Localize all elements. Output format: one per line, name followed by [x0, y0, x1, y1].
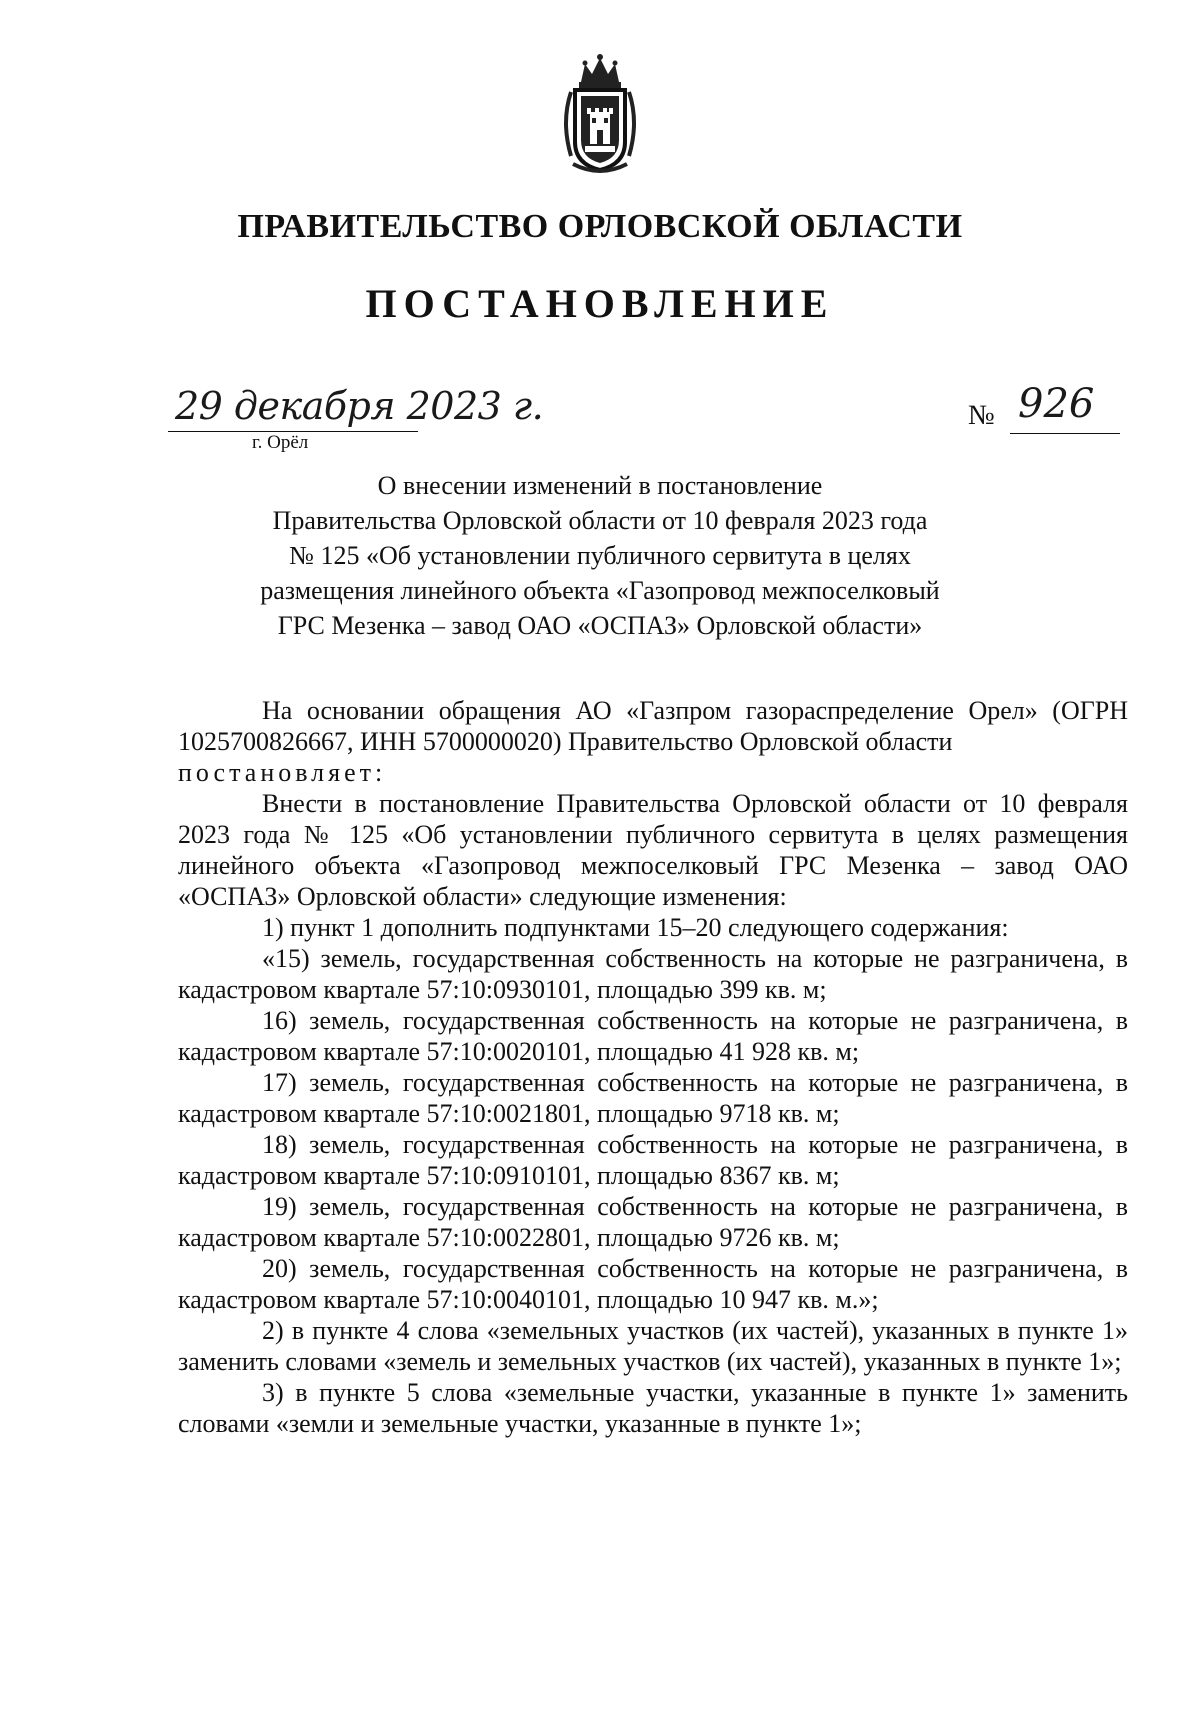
number-label: №	[968, 400, 995, 431]
city-label: г. Орёл	[252, 432, 309, 453]
subclause-20: 20) земель, государственная собственность на которые не разграничена, в кадастровом квартале 57:10:0040101, площадью 10 947 кв. м.»;	[178, 1254, 1128, 1314]
title-line: ГРС Мезенка – завод ОАО «ОСПАЗ» Орловской области»	[277, 611, 923, 640]
amendment-item: 1) пункт 1 дополнить подпунктами 15–20 следующего содержания:	[262, 913, 1009, 942]
body-paragraph: Внести в постановление Правительства Орловской области от 10 февраля 2023 года № 125 «Об установлении публичного сервитута в целях размещения линейного объекта «Газопровод межпоселковый ГРС Мезенка – завод ОАО «ОСПАЗ» Орловской области» следующие изменения:	[178, 789, 1128, 911]
amendment-item: 2) в пункте 4 слова «земельных участков (их частей), указанных в пункте 1» заменить словами «земель и земельных участков (их частей), указанных в пункте 1»;	[178, 1316, 1128, 1376]
title-line: № 125 «Об установлении публичного сервитута в целях	[289, 541, 911, 570]
handwritten-document-number: 926	[1018, 381, 1095, 427]
number-underline	[1010, 433, 1120, 434]
amendment-item: 3) в пункте 5 слова «земельные участки, указанные в пункте 1» заменить словами «земли и земельные участки, указанные в пункте 1»;	[178, 1378, 1128, 1438]
title-line: О внесении изменений в постановление	[377, 471, 823, 500]
preamble-paragraph	[178, 695, 1128, 788]
document-title	[0, 468, 1200, 643]
subclause-19: 19) земель, государственная собственность на которые не разграничена, в кадастровом квартале 57:10:0022801, площадью 9726 кв. м;	[178, 1192, 1128, 1252]
title-line: Правительства Орловской области от 10 февраля 2023 года	[272, 506, 928, 535]
preamble-text: На основании обращения АО «Газпром газораспределение Орел» (ОГРН 1025700826667, ИНН 5700000020) Правительство Орловской области	[178, 696, 1128, 756]
handwritten-date: 29 декабря 2023 г.	[175, 384, 544, 428]
subclause-15: «15) земель, государственная собственность на которые не разграничена, в кадастровом квартале 57:10:0930101, площадью 399 кв. м;	[178, 944, 1128, 1004]
document-body	[178, 695, 1128, 1439]
document-type-heading: ПОСТАНОВЛЕНИЕ	[365, 281, 835, 326]
resolution-verb: постановляет:	[178, 758, 387, 787]
title-line: размещения линейного объекта «Газопровод межпоселковый	[260, 576, 940, 605]
subclause-17: 17) земель, государственная собственность на которые не разграничена, в кадастровом квартале 57:10:0021801, площадью 9718 кв. м;	[178, 1068, 1128, 1128]
subclause-18: 18) земель, государственная собственность на которые не разграничена, в кадастровом квартале 57:10:0910101, площадью 8367 кв. м;	[178, 1130, 1128, 1190]
organization-name: ПРАВИТЕЛЬСТВО ОРЛОВСКОЙ ОБЛАСТИ	[237, 208, 963, 245]
orel-oblast-coat-of-arms-icon	[557, 52, 643, 176]
subclause-16: 16) земель, государственная собственность на которые не разграничена, в кадастровом квартале 57:10:0020101, площадью 41 928 кв. м;	[178, 1006, 1128, 1066]
